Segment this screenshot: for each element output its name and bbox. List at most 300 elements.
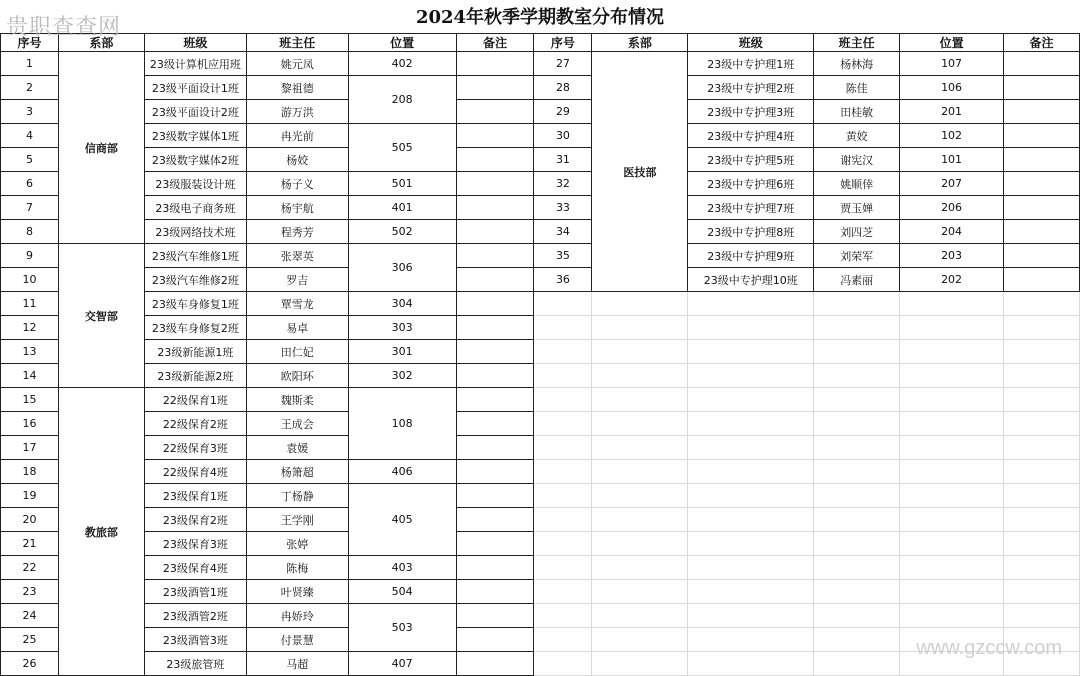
location-cell: 204 [900,220,1004,244]
teacher-cell: 刘荣军 [814,244,900,268]
seq-cell: 1 [1,52,59,76]
empty-cell[interactable] [814,580,900,604]
empty-cell[interactable] [592,388,688,412]
empty-cell[interactable] [814,292,900,316]
empty-cell[interactable] [534,580,592,604]
empty-cell[interactable] [688,652,814,676]
dept-cell: 交智部 [58,244,144,388]
location-cell: 501 [348,172,456,196]
seq-cell: 36 [534,268,592,292]
table-row [1,76,1080,100]
class-cell: 23级酒管2班 [144,604,246,628]
empty-cell[interactable] [534,508,592,532]
location-cell: 405 [348,484,456,556]
remark-cell [456,316,534,340]
class-cell: 23级计算机应用班 [144,52,246,76]
table-row [1,268,1080,292]
table-row [1,52,1080,76]
empty-cell[interactable] [688,292,814,316]
empty-cell[interactable] [592,556,688,580]
empty-cell[interactable] [1004,340,1080,364]
remark-cell [456,364,534,388]
empty-cell[interactable] [534,340,592,364]
empty-cell[interactable] [900,388,1004,412]
empty-cell[interactable] [1004,364,1080,388]
empty-cell[interactable] [688,484,814,508]
remark-cell [1004,148,1080,172]
class-cell: 23级车身修复2班 [144,316,246,340]
teacher-cell: 杨姣 [246,148,348,172]
empty-cell[interactable] [900,316,1004,340]
remark-cell [456,460,534,484]
teacher-cell: 罗吉 [246,268,348,292]
empty-cell[interactable] [688,532,814,556]
seq-cell: 15 [1,388,59,412]
seq-cell: 5 [1,148,59,172]
dept-cell: 医技部 [592,52,688,292]
seq-cell: 21 [1,532,59,556]
table-row [1,172,1080,196]
location-cell: 504 [348,580,456,604]
remark-cell [456,292,534,316]
empty-cell[interactable] [534,484,592,508]
empty-cell[interactable] [592,604,688,628]
teacher-cell: 姚元凤 [246,52,348,76]
remark-cell [456,508,534,532]
empty-cell[interactable] [592,580,688,604]
teacher-cell: 叶贤臻 [246,580,348,604]
teacher-cell: 冉光前 [246,124,348,148]
empty-cell[interactable] [534,556,592,580]
seq-cell: 8 [1,220,59,244]
class-cell: 23级酒管1班 [144,580,246,604]
empty-cell[interactable] [1004,508,1080,532]
location-cell: 302 [348,364,456,388]
seq-cell: 4 [1,124,59,148]
location-cell: 202 [900,268,1004,292]
seq-cell: 23 [1,580,59,604]
header-cell: 系部 [58,34,144,52]
empty-cell[interactable] [592,340,688,364]
empty-cell[interactable] [592,316,688,340]
class-cell: 23级保育4班 [144,556,246,580]
remark-cell [456,484,534,508]
table-row [1,148,1080,172]
seq-cell: 24 [1,604,59,628]
remark-cell [456,124,534,148]
class-cell: 22级保育3班 [144,436,246,460]
seq-cell: 22 [1,556,59,580]
empty-cell[interactable] [592,364,688,388]
teacher-cell: 易卓 [246,316,348,340]
empty-cell[interactable] [814,340,900,364]
empty-cell[interactable] [900,532,1004,556]
seq-cell: 7 [1,196,59,220]
location-cell: 406 [348,460,456,484]
empty-cell[interactable] [688,580,814,604]
location-cell: 201 [900,100,1004,124]
teacher-cell: 游万洪 [246,100,348,124]
empty-cell[interactable] [1004,556,1080,580]
teacher-cell: 马超 [246,652,348,676]
empty-cell[interactable] [814,388,900,412]
class-cell: 23级中专护理4班 [688,124,814,148]
empty-cell[interactable] [592,460,688,484]
remark-cell [456,652,534,676]
seq-cell: 2 [1,76,59,100]
table-row [1,604,1080,628]
table-row [1,556,1080,580]
remark-cell [456,172,534,196]
empty-cell[interactable] [688,604,814,628]
table-row [1,412,1080,436]
empty-cell[interactable] [534,292,592,316]
remark-cell [456,388,534,412]
table-row [1,196,1080,220]
class-cell: 23级服装设计班 [144,172,246,196]
class-cell: 23级电子商务班 [144,196,246,220]
empty-cell[interactable] [534,652,592,676]
remark-cell [456,340,534,364]
empty-cell[interactable] [534,412,592,436]
seq-cell: 18 [1,460,59,484]
empty-cell[interactable] [592,532,688,556]
empty-cell[interactable] [688,556,814,580]
seq-cell: 28 [534,76,592,100]
remark-cell [456,244,534,268]
remark-cell [456,604,534,628]
empty-cell[interactable] [592,652,688,676]
header-cell: 备注 [1004,34,1080,52]
class-cell: 23级数字媒体1班 [144,124,246,148]
location-cell: 207 [900,172,1004,196]
table-row [1,364,1080,388]
empty-cell[interactable] [534,436,592,460]
class-cell: 23级网络技术班 [144,220,246,244]
empty-cell[interactable] [814,556,900,580]
empty-cell[interactable] [814,436,900,460]
table-row [1,580,1080,604]
class-cell: 22级保育1班 [144,388,246,412]
teacher-cell: 杨子义 [246,172,348,196]
header-cell: 位置 [900,34,1004,52]
empty-cell[interactable] [592,436,688,460]
remark-cell [456,556,534,580]
empty-cell[interactable] [534,388,592,412]
seq-cell: 6 [1,172,59,196]
class-cell: 23级中专护理3班 [688,100,814,124]
location-cell: 403 [348,556,456,580]
empty-cell[interactable] [900,604,1004,628]
empty-cell[interactable] [814,532,900,556]
empty-cell[interactable] [688,628,814,652]
seq-cell: 31 [534,148,592,172]
teacher-cell: 刘四芝 [814,220,900,244]
teacher-cell: 冯素丽 [814,268,900,292]
teacher-cell: 袁媛 [246,436,348,460]
empty-cell[interactable] [534,460,592,484]
teacher-cell: 姚顺倖 [814,172,900,196]
empty-cell[interactable] [1004,388,1080,412]
class-cell: 23级中专护理7班 [688,196,814,220]
teacher-cell: 程秀芳 [246,220,348,244]
teacher-cell: 贾玉婵 [814,196,900,220]
watermark-logo-text: 贵职查查网 [6,15,122,40]
class-cell: 23级酒管3班 [144,628,246,652]
seq-cell: 32 [534,172,592,196]
empty-cell[interactable] [814,316,900,340]
empty-cell[interactable] [534,604,592,628]
empty-cell[interactable] [1004,316,1080,340]
table-row [1,316,1080,340]
teacher-cell: 黄姣 [814,124,900,148]
teacher-cell: 冉娇玲 [246,604,348,628]
empty-cell[interactable] [900,292,1004,316]
table-row [1,292,1080,316]
location-cell: 106 [900,76,1004,100]
class-cell: 23级新能源2班 [144,364,246,388]
header-cell: 班主任 [814,34,900,52]
header-row [1,34,1080,52]
location-cell: 206 [900,196,1004,220]
empty-cell[interactable] [688,508,814,532]
classroom-table [0,33,1080,676]
empty-cell[interactable] [592,628,688,652]
location-cell: 208 [348,76,456,124]
header-cell: 班级 [688,34,814,52]
empty-cell[interactable] [688,460,814,484]
empty-cell[interactable] [814,652,900,676]
remark-cell [456,436,534,460]
location-cell: 102 [900,124,1004,148]
empty-cell[interactable] [592,412,688,436]
class-cell: 23级新能源1班 [144,340,246,364]
class-cell: 23级中专护理8班 [688,220,814,244]
empty-cell[interactable] [1004,436,1080,460]
header-cell: 位置 [348,34,456,52]
remark-cell [1004,220,1080,244]
remark-cell [456,580,534,604]
table-row [1,388,1080,412]
teacher-cell: 王学刚 [246,508,348,532]
table-row [1,460,1080,484]
remark-cell [1004,52,1080,76]
empty-cell[interactable] [900,340,1004,364]
seq-cell: 14 [1,364,59,388]
remark-cell [1004,76,1080,100]
teacher-cell: 杨宇航 [246,196,348,220]
remark-cell [456,532,534,556]
dept-cell: 信商部 [58,52,144,244]
empty-cell[interactable] [534,364,592,388]
empty-cell[interactable] [900,508,1004,532]
table-row [1,244,1080,268]
location-cell: 401 [348,196,456,220]
table-row [1,532,1080,556]
seq-cell: 11 [1,292,59,316]
header-cell: 系部 [592,34,688,52]
remark-cell [456,220,534,244]
empty-cell[interactable] [814,508,900,532]
remark-cell [456,628,534,652]
seq-cell: 29 [534,100,592,124]
seq-cell: 13 [1,340,59,364]
header-cell: 班主任 [246,34,348,52]
empty-cell[interactable] [900,556,1004,580]
seq-cell: 20 [1,508,59,532]
remark-cell [1004,100,1080,124]
header-cell: 序号 [1,34,59,52]
class-cell: 23级车身修复1班 [144,292,246,316]
teacher-cell: 张婷 [246,532,348,556]
teacher-cell: 田桂敏 [814,100,900,124]
location-cell: 303 [348,316,456,340]
class-cell: 23级汽车维修1班 [144,244,246,268]
empty-cell[interactable] [534,628,592,652]
remark-cell [456,76,534,100]
remark-cell [1004,196,1080,220]
seq-cell: 9 [1,244,59,268]
empty-cell[interactable] [814,484,900,508]
table-row [1,484,1080,508]
table-row [1,124,1080,148]
class-cell: 23级中专护理10班 [688,268,814,292]
location-cell: 306 [348,244,456,292]
remark-cell [1004,268,1080,292]
teacher-cell: 付景慧 [246,628,348,652]
header-cell: 班级 [144,34,246,52]
class-cell: 23级汽车维修2班 [144,268,246,292]
seq-cell: 26 [1,652,59,676]
teacher-cell: 谢宪汉 [814,148,900,172]
table-row [1,220,1080,244]
teacher-cell: 陈佳 [814,76,900,100]
empty-cell[interactable] [688,316,814,340]
class-cell: 22级保育2班 [144,412,246,436]
dept-cell: 教旅部 [58,388,144,676]
remark-cell [1004,124,1080,148]
location-cell: 301 [348,340,456,364]
table-row [1,340,1080,364]
empty-cell[interactable] [814,460,900,484]
teacher-cell: 田仁妃 [246,340,348,364]
empty-cell[interactable] [900,412,1004,436]
remark-cell [456,268,534,292]
empty-cell[interactable] [1004,460,1080,484]
sheet-title: 2024年秋季学期教室分布情况 [415,7,665,28]
empty-cell[interactable] [814,628,900,652]
table-row [1,436,1080,460]
empty-cell[interactable] [534,316,592,340]
empty-cell[interactable] [814,412,900,436]
teacher-cell: 黎祖德 [246,76,348,100]
empty-cell[interactable] [688,388,814,412]
seq-cell: 27 [534,52,592,76]
seq-cell: 35 [534,244,592,268]
class-cell: 23级中专护理5班 [688,148,814,172]
location-cell: 503 [348,604,456,652]
location-cell: 402 [348,52,456,76]
seq-cell: 17 [1,436,59,460]
class-cell: 23级中专护理1班 [688,52,814,76]
teacher-cell: 张翠英 [246,244,348,268]
empty-cell[interactable] [900,460,1004,484]
class-cell: 23级平面设计2班 [144,100,246,124]
empty-cell[interactable] [688,364,814,388]
empty-cell[interactable] [534,532,592,556]
teacher-cell: 丁杨静 [246,484,348,508]
empty-cell[interactable] [1004,292,1080,316]
empty-cell[interactable] [900,364,1004,388]
teacher-cell: 魏斯柔 [246,388,348,412]
class-cell: 23级保育3班 [144,532,246,556]
teacher-cell: 陈梅 [246,556,348,580]
location-cell: 407 [348,652,456,676]
empty-cell[interactable] [592,292,688,316]
empty-cell[interactable] [900,436,1004,460]
remark-cell [456,100,534,124]
class-cell: 23级保育2班 [144,508,246,532]
empty-cell[interactable] [900,580,1004,604]
location-cell: 107 [900,52,1004,76]
location-cell: 101 [900,148,1004,172]
empty-cell[interactable] [1004,532,1080,556]
table-row [1,508,1080,532]
seq-cell: 25 [1,628,59,652]
empty-cell[interactable] [1004,484,1080,508]
remark-cell [1004,244,1080,268]
teacher-cell: 王成会 [246,412,348,436]
empty-cell[interactable] [688,436,814,460]
table-row [1,100,1080,124]
seq-cell: 3 [1,100,59,124]
header-cell: 备注 [456,34,534,52]
location-cell: 502 [348,220,456,244]
empty-cell[interactable] [814,604,900,628]
empty-cell[interactable] [900,484,1004,508]
empty-cell[interactable] [1004,412,1080,436]
location-cell: 505 [348,124,456,172]
class-cell: 23级旅管班 [144,652,246,676]
teacher-cell: 欧阳环 [246,364,348,388]
class-cell: 23级中专护理2班 [688,76,814,100]
empty-cell[interactable] [592,508,688,532]
class-cell: 23级平面设计1班 [144,76,246,100]
class-cell: 23级保育1班 [144,484,246,508]
remark-cell [456,52,534,76]
location-cell: 304 [348,292,456,316]
empty-cell[interactable] [688,340,814,364]
watermark-url: www.gzccw.com [916,637,1062,659]
class-cell: 23级数字媒体2班 [144,148,246,172]
empty-cell[interactable] [1004,604,1080,628]
seq-cell: 19 [1,484,59,508]
teacher-cell: 覃雪龙 [246,292,348,316]
teacher-cell: 杨箫超 [246,460,348,484]
empty-cell[interactable] [688,412,814,436]
location-cell: 203 [900,244,1004,268]
empty-cell[interactable] [814,364,900,388]
remark-cell [456,148,534,172]
seq-cell: 33 [534,196,592,220]
remark-cell [456,196,534,220]
seq-cell: 30 [534,124,592,148]
seq-cell: 34 [534,220,592,244]
class-cell: 23级中专护理9班 [688,244,814,268]
empty-cell[interactable] [1004,580,1080,604]
seq-cell: 16 [1,412,59,436]
empty-cell[interactable] [592,484,688,508]
